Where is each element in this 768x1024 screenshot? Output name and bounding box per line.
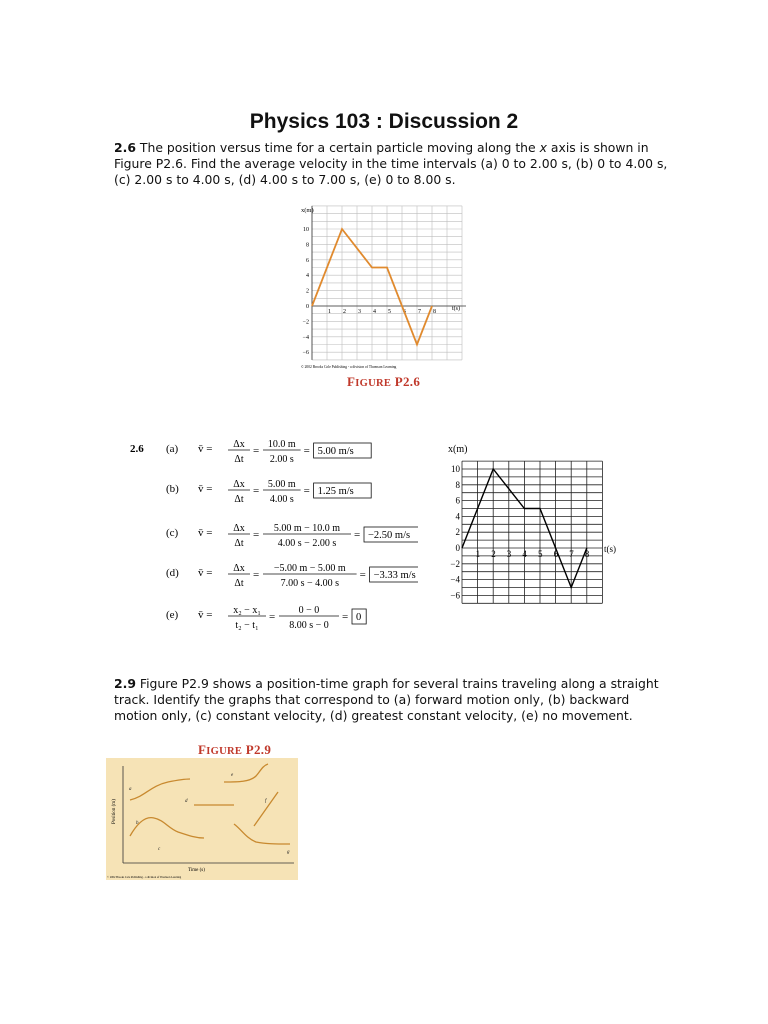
fraction-den: 7.00 s − 4.00 s (280, 578, 340, 589)
equals-sign: = (342, 611, 349, 623)
x-axis-label: t(s) (452, 306, 460, 312)
x-tick-label: 5 (538, 549, 543, 559)
part-label: (d) (166, 567, 179, 579)
curve-label: g (287, 850, 290, 855)
answer-text: 0 (356, 612, 362, 623)
fraction-den: 4.00 s − 2.00 s (277, 538, 337, 549)
vbar-label: v̄ = (198, 483, 213, 495)
solution-row (166, 479, 371, 505)
problem-number: 2.9 (114, 676, 136, 691)
y-tick-label: 6 (306, 257, 309, 264)
fraction-num: Δx (233, 479, 245, 490)
fraction-den: Δt (234, 454, 244, 465)
problem-text: The position versus time for a certain particle moving along the (135, 140, 540, 155)
curve-label: c (158, 847, 161, 852)
figure-p2-6-chart (293, 198, 473, 372)
problem-2-6-text (114, 140, 674, 188)
x-axis-label: t(s) (604, 544, 616, 554)
figure-p2-9 (106, 758, 298, 880)
x-tick-label: 3 (358, 309, 361, 315)
x-tick-label: 8 (433, 309, 436, 315)
y-tick-label: 4 (455, 511, 460, 522)
x-tick-label: 5 (388, 309, 391, 315)
y-tick-label: 4 (306, 273, 309, 280)
x-tick-label: 7 (569, 549, 574, 559)
fraction-den: Δt (234, 538, 244, 549)
solution-row (166, 605, 366, 631)
x-tick-label: 1 (328, 309, 331, 315)
vbar-label: v̄ = (198, 609, 213, 621)
fraction-num: Δx (233, 563, 245, 574)
y-tick-label: 10 (303, 227, 309, 233)
vbar-label: v̄ = (198, 443, 213, 455)
part-label: (b) (166, 483, 179, 495)
x-axis-label: Time (s) (188, 868, 205, 873)
fraction-den: 8.00 s − 0 (289, 620, 329, 631)
solution-row (166, 563, 418, 589)
y-tick-label: 8 (455, 479, 460, 490)
fraction-num: Δx (233, 523, 245, 534)
x-tick-label: 1 (475, 549, 481, 559)
y-tick-label: −6 (302, 350, 309, 357)
grid (312, 206, 466, 360)
solution-graph (428, 436, 618, 616)
solution-number: 2.6 (130, 443, 144, 455)
curve-label: d (185, 799, 188, 804)
x-tick-label: 7 (418, 309, 421, 315)
fraction-num: −5.00 m − 5.00 m (273, 563, 346, 574)
curve-label: f (265, 799, 267, 804)
answer-text: −2.50 m/s (368, 530, 411, 541)
part-label: (c) (166, 527, 179, 539)
equals-sign: = (303, 485, 310, 497)
equals-sign: = (253, 529, 260, 541)
figure-background (106, 758, 298, 880)
answer-text: −3.33 m/s (373, 570, 416, 581)
y-tick-label: 0 (455, 543, 460, 553)
y-tick-label: 10 (451, 464, 460, 474)
x-tick-label: 6 (403, 309, 406, 315)
y-tick-label: 8 (306, 242, 309, 249)
fraction-num: Δx (233, 439, 245, 450)
x-tick-label: 6 (553, 549, 559, 559)
y-tick-label: −4 (302, 334, 309, 341)
x-tick-label: 2 (491, 549, 496, 559)
fraction-den: t₂ − t₁ (235, 620, 259, 631)
curve-label: b (136, 821, 139, 826)
equals-sign: = (253, 445, 260, 457)
y-axis-label: x(m) (301, 207, 314, 214)
y-axis-label: x(m) (448, 444, 468, 455)
problem-text: Figure P2.9 shows a position-time graph for several trains traveling along a straight track. Identify the graphs that correspond to (a) forward motion only, (b) backward motion only, (c) constant velocity, (d) greatest constant velocity, (e) no movement. (114, 676, 659, 723)
y-tick-label: 2 (455, 527, 460, 538)
equals-sign: = (253, 485, 260, 497)
equals-sign: = (359, 569, 366, 581)
y-tick-label: 6 (455, 495, 460, 506)
variable-x: x (539, 140, 547, 155)
x-tick-label: 8 (584, 549, 590, 559)
fraction-num: 5.00 m (267, 479, 296, 490)
y-tick-label: −4 (450, 574, 460, 585)
fraction-num: 5.00 m − 10.0 m (273, 523, 341, 534)
fraction-den: Δt (234, 494, 244, 505)
y-tick-label: −2 (450, 558, 460, 569)
part-label: (e) (166, 609, 179, 621)
x-tick-label: 4 (522, 549, 527, 559)
answer-text: 5.00 m/s (317, 446, 354, 457)
problem-text: axis is shown in Figure P2.6. Find the average velocity in the time intervals (a) 0 to 2.00 s, (b) 0 to 4.00 s, (c) 2.00 s to 4.00 s, (d) 4.00 s to 7.00 s, (e) 0 to 8.00 s. (114, 140, 668, 187)
y-tick-label: −6 (450, 590, 460, 601)
y-tick-label: −2 (302, 319, 309, 326)
grid (462, 461, 602, 603)
y-tick-label: 0 (306, 304, 309, 310)
figure-credit: © 2002 Brooks Cole Publishing - a division of Thomson Learning (301, 365, 397, 369)
answer-text: 1.25 m/s (317, 486, 354, 497)
vbar-label: v̄ = (198, 567, 213, 579)
part-label: (a) (166, 443, 179, 455)
fraction-num: 10.0 m (267, 439, 296, 450)
problem-number: 2.6 (114, 140, 136, 155)
y-tick-label: 2 (306, 288, 309, 295)
vbar-label: v̄ = (198, 527, 213, 539)
figure-p2-6-caption: FIGURE P2.6 (347, 374, 421, 389)
equals-sign: = (303, 445, 310, 457)
x-tick-label: 2 (343, 309, 346, 315)
solution-2-6 (108, 420, 418, 650)
equals-sign: = (354, 529, 361, 541)
fraction-den: 4.00 s (269, 494, 294, 505)
problem-2-9-text (114, 676, 674, 724)
solution-row (166, 523, 418, 549)
fraction-num: x₂ − x₁ (233, 605, 261, 616)
fraction-den: 2.00 s (269, 454, 294, 465)
curve-label: a (129, 787, 132, 792)
equals-sign: = (269, 611, 276, 623)
figure-credit: © 2002 Brooks Cole Publishing - a division of Thomson Learning (107, 876, 182, 879)
figure-p2-9-caption: FIGURE P2.9 (198, 742, 272, 757)
fraction-num: 0 − 0 (298, 605, 320, 616)
y-axis-label: Position (m) (112, 799, 117, 824)
solution-row (166, 439, 371, 465)
curve-label: e (231, 773, 234, 778)
x-tick-label: 4 (373, 309, 376, 315)
fraction-den: Δt (234, 578, 244, 589)
equals-sign: = (253, 569, 260, 581)
page-title: Physics 103 : Discussion 2 (249, 110, 519, 133)
x-tick-label: 3 (506, 549, 512, 559)
